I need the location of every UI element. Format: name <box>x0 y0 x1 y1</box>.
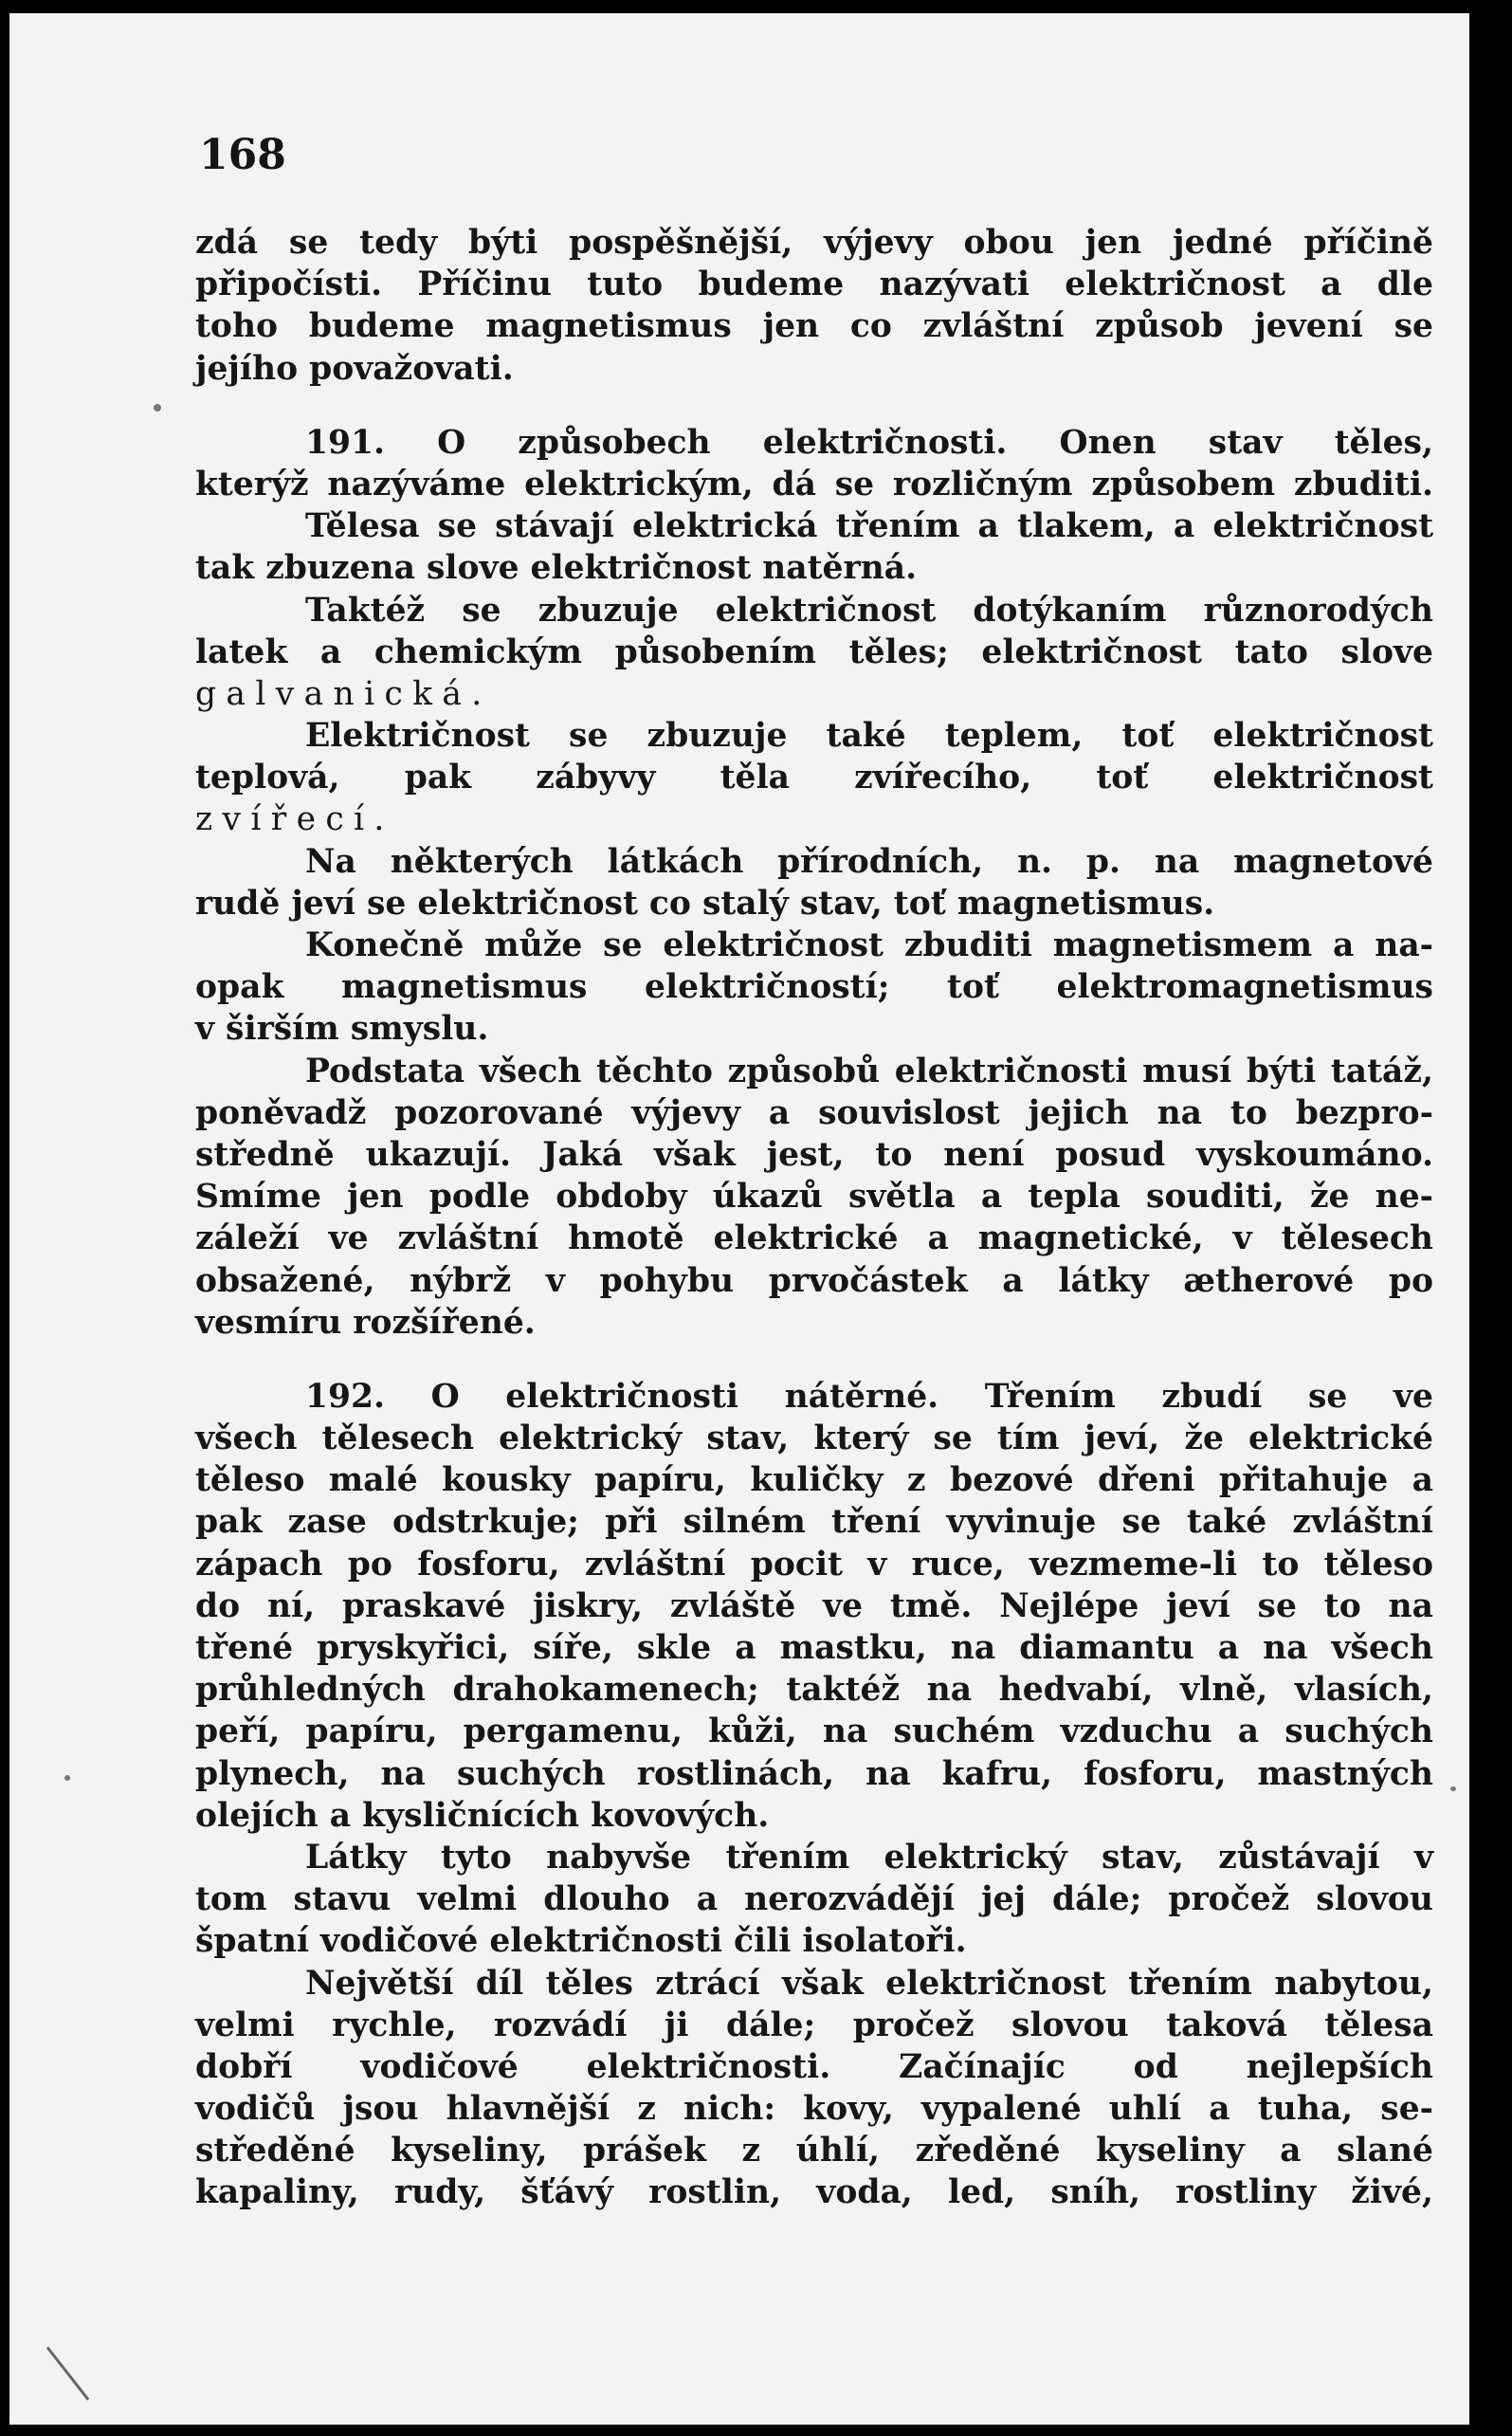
text-line: těleso malé kousky papíru, kuličky z bezové dřeni přitahuje a <box>195 1461 1433 1500</box>
text-line: peří, papíru, pergamenu, kůži, na suchém vzduchu a suchých <box>195 1713 1433 1751</box>
text-line: záleží ve zvláštní hmotě elektrické a magnetické, v tělesech <box>195 1219 1433 1258</box>
text-line: poněvadž pozorované výjevy a souvislost jejich na to bezpro- <box>195 1093 1433 1132</box>
text-line: připočísti. Příčinu tuto budeme nazývati električnost a dle <box>195 266 1433 304</box>
text-line: kapaliny, rudy, šťávý rostlin, voda, led, sníh, rostliny živé, <box>195 2173 1433 2212</box>
text-line: zdá se tedy býti pospěšnější, výjevy obou jen jedné příčině <box>195 224 1433 262</box>
scan-speck <box>64 1775 70 1781</box>
text-line: třené pryskyřici, síře, skle a mastku, na diamantu a na všech <box>195 1629 1433 1667</box>
text-line: Podstata všech těchto způsobů električnosti musí býti tatáž, <box>305 1052 1433 1090</box>
scan-mark <box>46 2347 89 2401</box>
section-heading-191: 191. O způsobech električnosti. Onen stav těles, <box>305 423 1433 462</box>
text-line: středně ukazují. Jaká však jest, to není posud vyskoumáno. <box>195 1135 1433 1174</box>
text-line: plynech, na suchých rostlinách, na kafru, fosforu, mastných <box>195 1754 1433 1793</box>
text-line: Na některých látkách přírodních, n. p. na magnetové <box>305 842 1433 881</box>
text-line: Taktéž se zbuzuje električnost dotýkaním různorodých <box>305 591 1433 630</box>
text-line: toho budeme magnetismus jen co zvláštní způsob jevení se <box>195 307 1433 346</box>
text-line: dobří vodičové električnosti. Začínajíc od nejlepších <box>195 2047 1433 2086</box>
text-line: kterýž nazýváme elektrickým, dá se rozličným způsobem zbuditi. <box>195 465 1433 504</box>
text-line: pak zase odstrkuje; při silném tření vyvinuje se také zvláštní <box>195 1503 1433 1542</box>
text-line: Tělesa se stávají elektrická třením a tlakem, a električnost <box>305 507 1433 546</box>
text-line: opak magnetismus električností; toť elektromagnetismus <box>195 968 1433 1007</box>
text-line: do ní, praskavé jiskry, zvláště ve tmě. Nejlépe jeví se to na <box>195 1586 1433 1625</box>
text-line: zápach po fosforu, zvláštní pocit v ruce, vezmeme-li to těleso <box>195 1545 1433 1584</box>
text-line: Konečně může se električnost zbuditi magnetismem a na- <box>305 926 1433 964</box>
text-line: teplová, pak zábyvy těla zvířecího, toť električnost <box>195 759 1433 797</box>
text-line: Látky tyto nabyvše třením elektrický stav, zůstávají v <box>305 1838 1433 1877</box>
text-line: galvanická. <box>195 674 492 713</box>
text-line: vodičů jsou hlavnější z nich: kovy, vypalené uhlí a tuha, se- <box>195 2090 1433 2129</box>
text-line: latek a chemickým působením těles; električnost tato slove <box>195 632 1433 671</box>
text-line: průhledných drahokamenech; taktéž na hedvabí, vlně, vlasích, <box>195 1671 1433 1710</box>
text-line: Největší díl těles ztrácí však električnost třením nabytou, <box>305 1964 1433 2003</box>
text-line: jejího považovati. <box>195 349 514 388</box>
body-text <box>195 222 1433 2214</box>
text-line: všech tělesech elektrický stav, který se tím jeví, že elektrické <box>195 1419 1433 1458</box>
page-number: 168 <box>199 131 286 179</box>
text-line: obsažené, nýbrž v pohybu prvočástek a látky ætherové po <box>195 1261 1433 1300</box>
text-line: Smíme jen podle obdoby úkazů světla a tepla souditi, že ne- <box>195 1178 1433 1217</box>
scan-speck <box>154 404 161 412</box>
text-line: v širším smyslu. <box>195 1010 489 1049</box>
section-heading-192: 192. O električnosti nátěrné. Třením zbudí se ve <box>305 1377 1433 1416</box>
text-line: olejích a kysličnících kovových. <box>195 1796 770 1835</box>
scan-speck <box>1450 1786 1456 1791</box>
text-line: rudě jeví se električnost co stalý stav, toť magnetismus. <box>195 884 1215 923</box>
text-line: vesmíru rozšířené. <box>195 1303 536 1342</box>
text-line: tom stavu velmi dlouho a nerozvádějí jej dále; pročež slovou <box>195 1880 1433 1919</box>
text-line: velmi rychle, rozvádí ji dále; pročež slovou taková tělesa <box>195 2006 1433 2044</box>
text-line: zvířecí. <box>195 800 394 839</box>
text-line: středěné kyseliny, prášek z úhlí, zředěné kyseliny a slané <box>195 2132 1433 2170</box>
text-line: Električnost se zbuzuje také teplem, toť električnost <box>305 717 1433 756</box>
text-line: tak zbuzena slove električnost natěrná. <box>195 549 918 588</box>
text-line: špatní vodičové električnosti čili isolatoři. <box>195 1922 967 1961</box>
book-page <box>9 13 1469 2425</box>
